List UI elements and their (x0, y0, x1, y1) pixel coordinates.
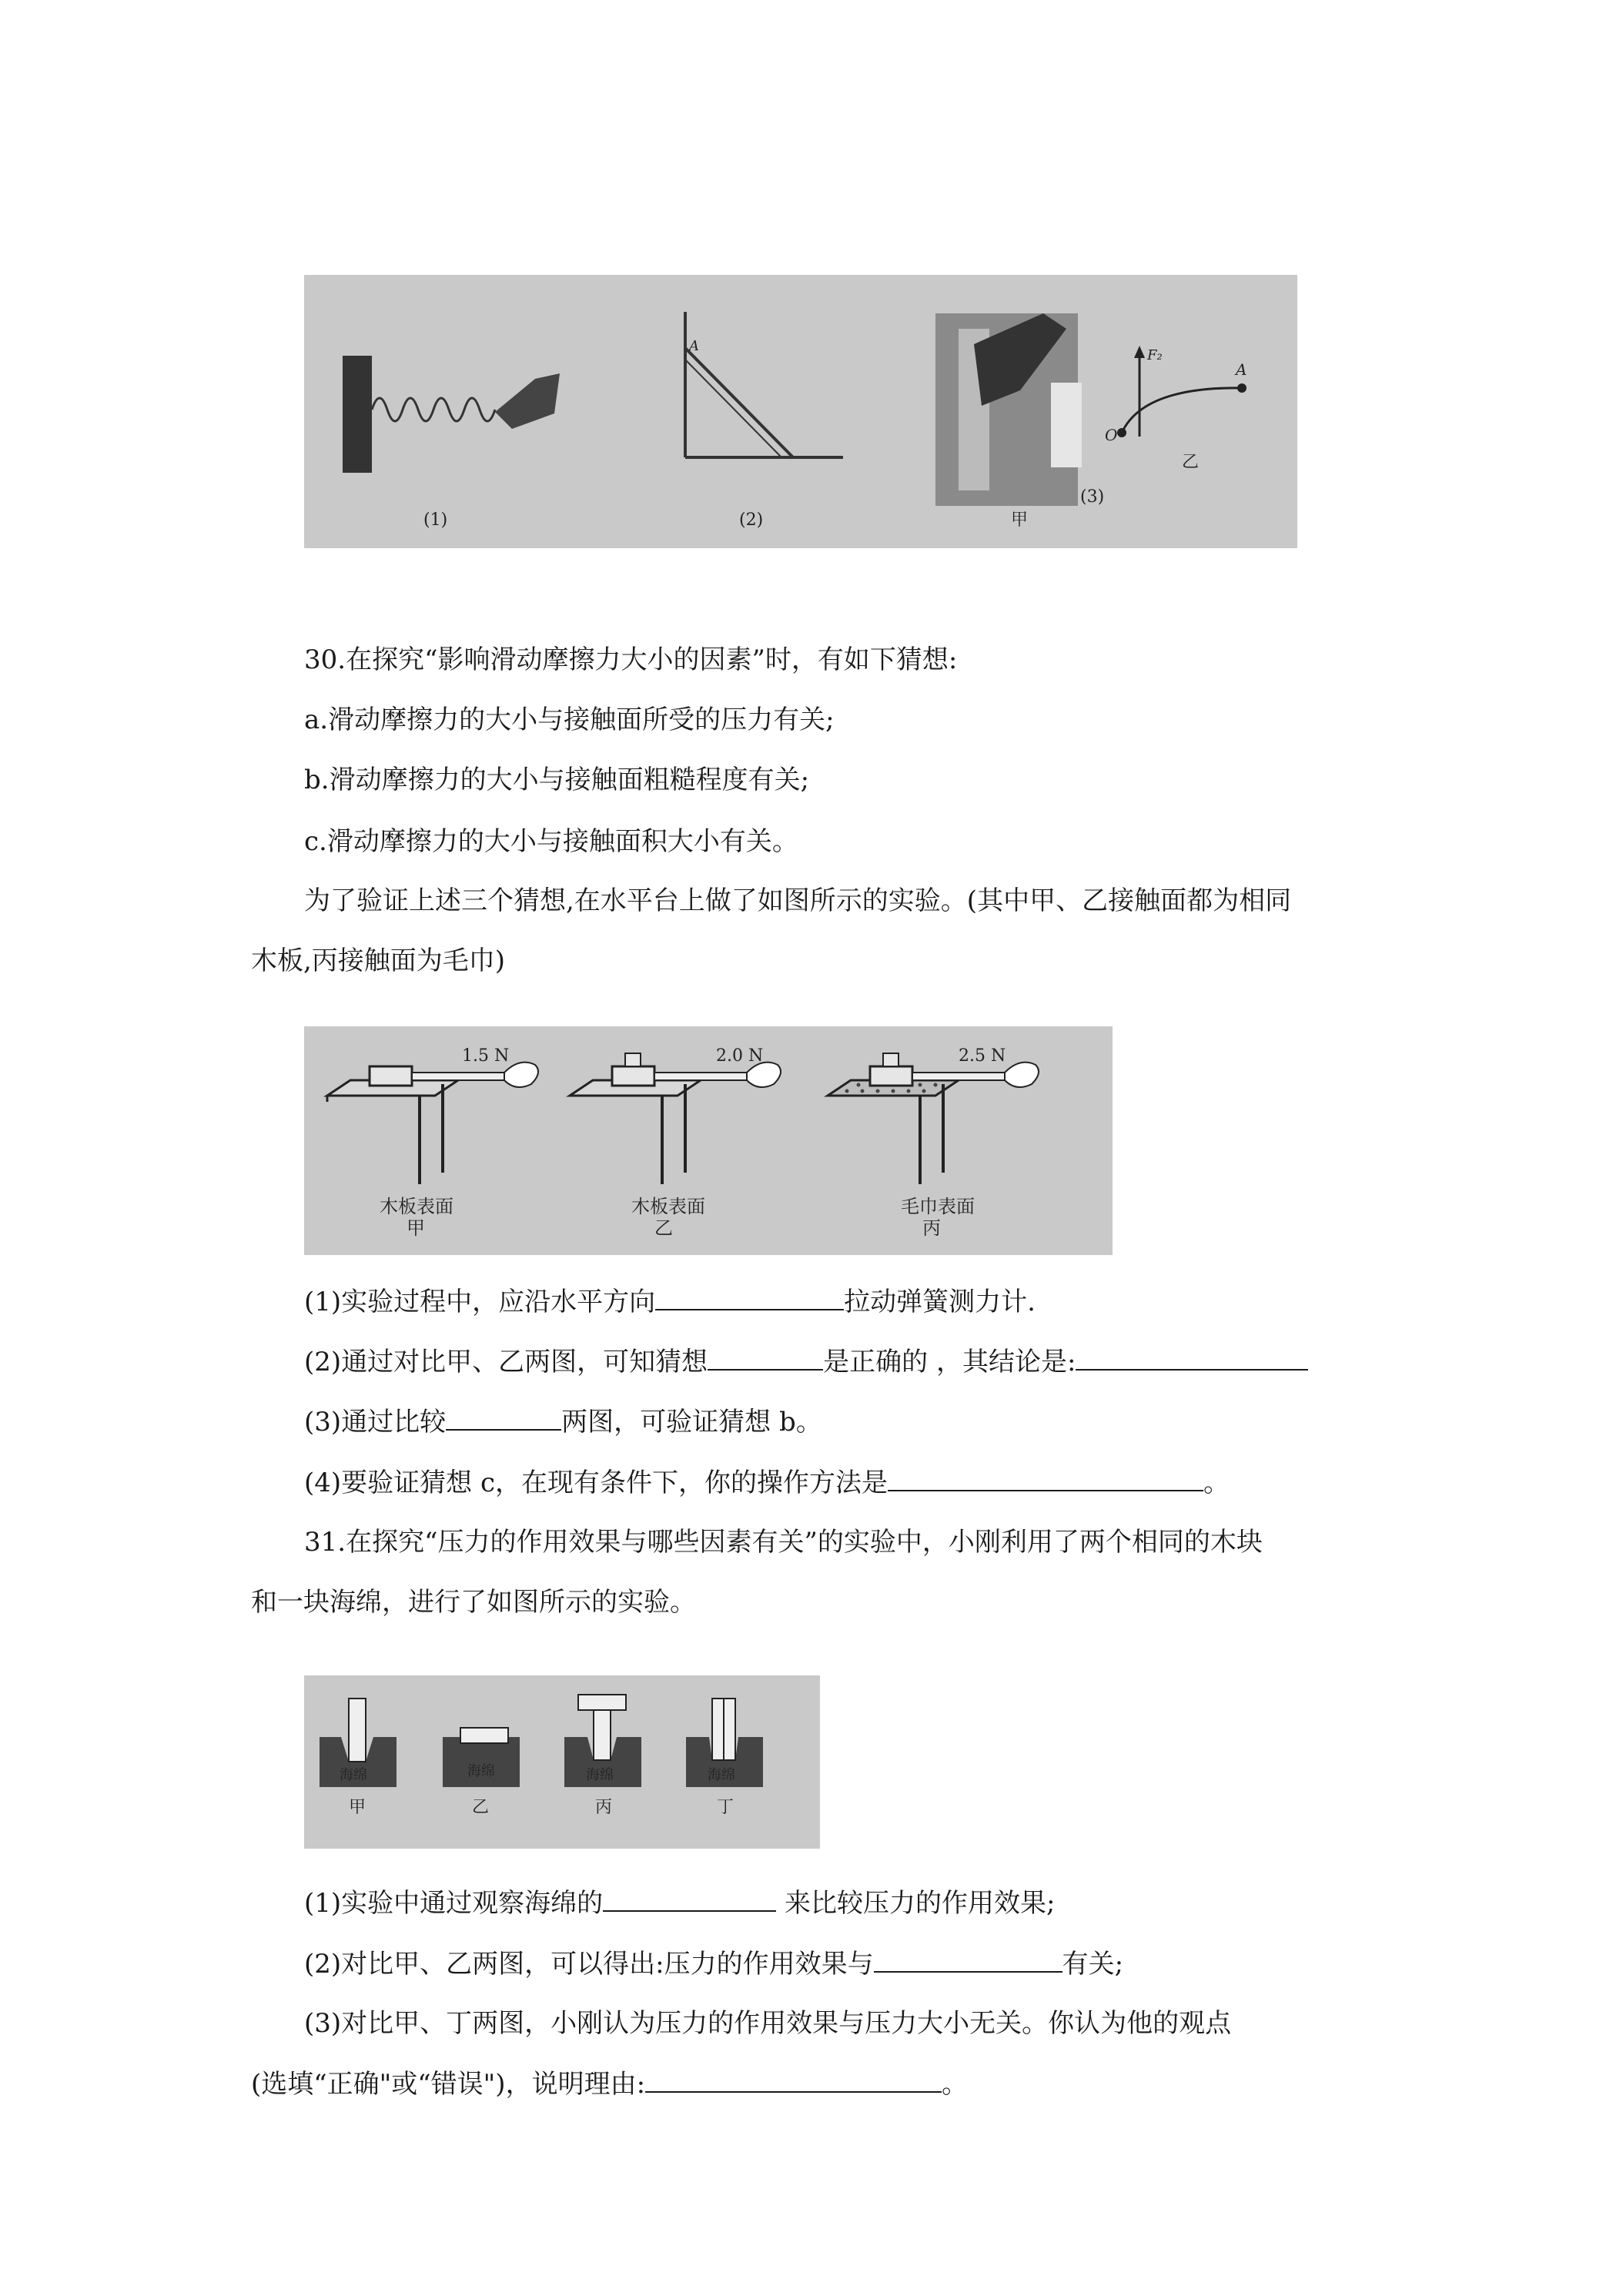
slant-rod (685, 348, 793, 457)
q31-intro-line2: 和一块海绵，进行了如图所示的实验。 (251, 1587, 696, 1618)
q30-sub1-blank[interactable] (655, 1284, 844, 1310)
slant-rod-inner (685, 360, 781, 457)
figure-spring-and-forces (304, 275, 1297, 548)
sponge-label-yi: 海绵 (467, 1763, 495, 1779)
spring (372, 398, 495, 421)
sponge-ding (686, 1699, 763, 1817)
label-jia: 甲 (1011, 510, 1029, 530)
reading-yi: 2.0 N (716, 1046, 764, 1066)
panel-yi (570, 1046, 781, 1239)
q30-hypothesis-b: b.滑动摩擦力的大小与接触面粗糙程度有关; (304, 765, 810, 795)
q30-hypothesis-c: c.滑动摩擦力的大小与接触面积大小有关。 (304, 826, 798, 857)
point-o-label: O (1105, 426, 1118, 444)
surface-bing: 毛巾表面 (901, 1196, 975, 1217)
q30-sub3-post: 两图，可验证猜想 b。 (561, 1407, 822, 1438)
label-yi: 乙 (1182, 453, 1200, 472)
q30-sub4-pre: (4)要验证猜想 c，在现有条件下，你的操作方法是 (304, 1468, 888, 1498)
q30-sub2-blank1[interactable] (708, 1344, 823, 1371)
q30-sub3-blank[interactable] (446, 1404, 561, 1431)
q31-sub1-post: 来比较压力的作用效果; (776, 1888, 1056, 1919)
q30-intro: 30.在探究“影响滑动摩擦力大小的因素”时，有如下猜想: (304, 644, 958, 675)
label-panel-jia: 甲 (407, 1217, 425, 1239)
q30-sub2 (304, 1344, 1308, 1379)
photo-block (1051, 383, 1082, 467)
sponge-label-bing: 海绵 (586, 1767, 614, 1783)
caption-3: (3) (1080, 487, 1105, 507)
reading-jia: 1.5 N (462, 1046, 510, 1066)
sponge-jia (320, 1699, 397, 1817)
q30-sub4-blank[interactable] (888, 1465, 1203, 1491)
hand-pulling-spring (495, 373, 560, 429)
q31-sub3-pre: (选填“正确"或“错误")，说明理由: (251, 2069, 646, 2100)
q30-sub4 (304, 1465, 1230, 1500)
surface-yi: 木板表面 (631, 1196, 705, 1217)
q30-sub3 (304, 1404, 822, 1439)
q30-sub1-pre: (1)实验过程中，应沿水平方向 (304, 1287, 656, 1317)
label-sponge-jia: 甲 (349, 1798, 366, 1817)
q30-sub3-pre: (3)通过比较 (304, 1407, 447, 1438)
force-f2-label: F₂ (1147, 347, 1163, 363)
label-panel-bing: 丙 (922, 1217, 941, 1239)
point-a (1237, 383, 1247, 393)
surface-jia: 木板表面 (380, 1196, 453, 1217)
q30-sub4-post: 。 (1203, 1468, 1230, 1498)
q30-sub2-mid: 是正确的 ，其结论是: (823, 1347, 1076, 1377)
label-panel-yi: 乙 (654, 1217, 673, 1239)
q31-sub1 (304, 1886, 1055, 1920)
label-sponge-ding: 丁 (717, 1798, 735, 1817)
sponge-label-jia: 海绵 (340, 1767, 367, 1783)
q31-sub3-post: 。 (942, 2069, 969, 2100)
q30-sub2-pre: (2)通过对比甲、乙两图，可知猜想 (304, 1347, 708, 1377)
point-o (1117, 428, 1126, 437)
figure-friction-experiment (304, 1026, 1113, 1255)
q31-sub1-pre: (1)实验中通过观察海绵的 (304, 1888, 604, 1919)
panel-bing (828, 1046, 1039, 1239)
wall-block (343, 356, 372, 473)
sponge-label-ding: 海绵 (708, 1767, 735, 1783)
label-sponge-bing: 丙 (595, 1798, 613, 1817)
q30-sub1-post: 拉动弹簧测力计. (844, 1287, 1036, 1317)
q31-sub2-post: 有关; (1062, 1949, 1124, 1980)
q31-sub3-blank[interactable] (645, 2067, 942, 2093)
q31-sub3-line2 (251, 2067, 968, 2101)
q31-sub1-blank[interactable] (603, 1886, 776, 1912)
sponge-bing (564, 1695, 641, 1817)
figure-sponge-experiment (304, 1675, 820, 1849)
caption-1: (1) (423, 510, 448, 530)
figure-spring-and-forces-svg (304, 275, 1297, 548)
q30-setup-line2: 木板,丙接触面为毛巾) (251, 946, 506, 976)
point-a-label-2: A (689, 338, 699, 354)
label-sponge-yi: 乙 (472, 1798, 490, 1817)
q30-sub2-blank2[interactable] (1076, 1344, 1308, 1371)
reading-bing: 2.5 N (959, 1046, 1006, 1066)
q30-sub1 (304, 1284, 1036, 1319)
figure-friction-svg (304, 1026, 1113, 1255)
figure-sponge-svg (304, 1675, 820, 1849)
sponge-yi (443, 1728, 520, 1817)
caption-2: (2) (739, 510, 764, 530)
q31-sub2-blank[interactable] (874, 1946, 1062, 1973)
q31-intro-line1: 31.在探究“压力的作用效果与哪些因素有关”的实验中，小刚利用了两个相同的木块 (304, 1527, 1263, 1558)
q30-setup-line1: 为了验证上述三个猜想,在水平台上做了如图所示的实验。(其中甲、乙接触面都为相同 (304, 885, 1292, 916)
q31-sub2-pre: (2)对比甲、乙两图，可以得出:压力的作用效果与 (304, 1949, 874, 1980)
point-a-label-3: A (1236, 360, 1247, 379)
force-arrow-head (1134, 346, 1145, 358)
q31-sub3-line1: (3)对比甲、丁两图，小刚认为压力的作用效果与压力大小无关。你认为他的观点 (304, 2008, 1232, 2039)
q30-hypothesis-a: a.滑动摩擦力的大小与接触面所受的压力有关; (304, 705, 835, 735)
panel-jia (327, 1046, 538, 1239)
q31-sub2 (304, 1946, 1123, 1981)
